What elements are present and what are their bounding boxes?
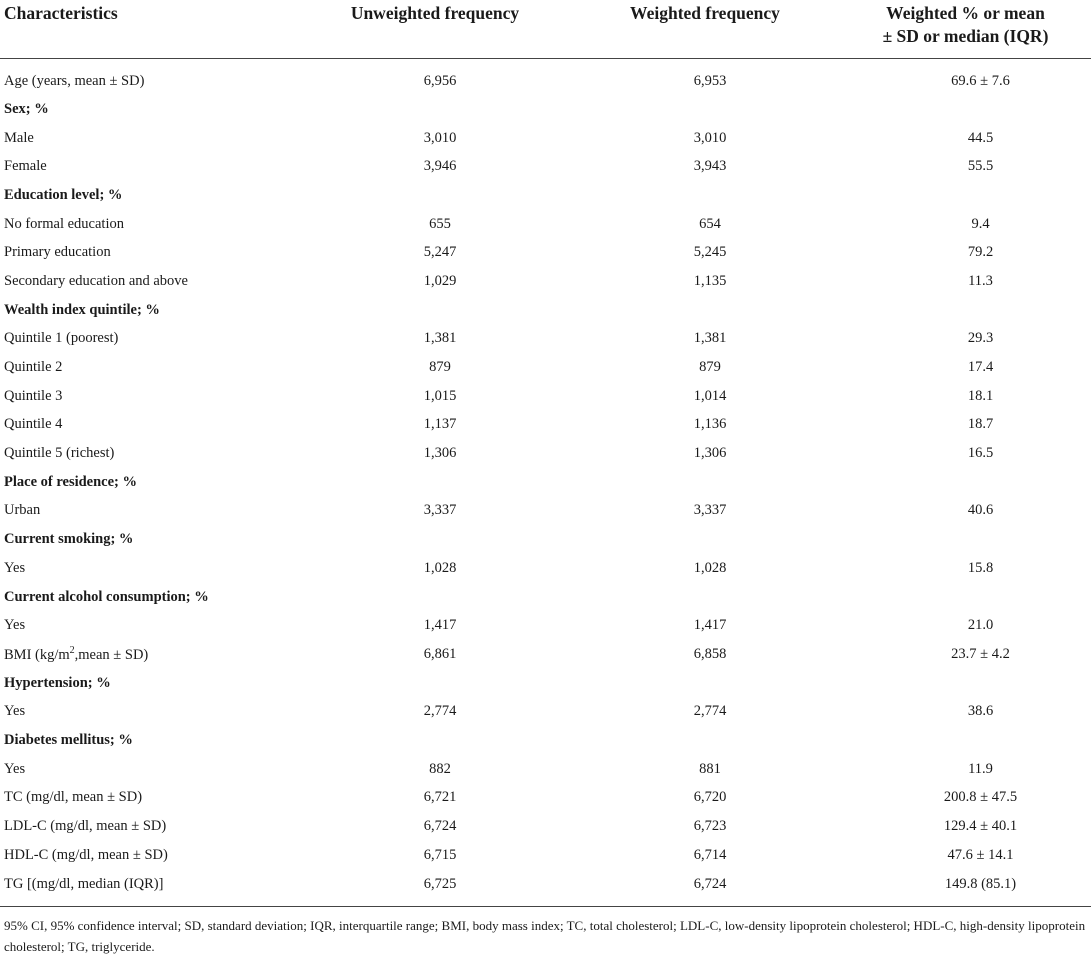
weighted-percent-cell: 69.6 ± 7.6 (951, 72, 1010, 89)
unweighted-frequency-cell: 1,137 (423, 416, 457, 433)
table-row (0, 554, 1091, 583)
row-label: Quintile 4 (4, 416, 63, 433)
empty-cell (560, 181, 830, 210)
row-label: Yes (4, 703, 26, 720)
table-row (0, 784, 1091, 813)
table-row (0, 267, 1091, 296)
weighted-percent-cell: 79.2 (967, 244, 994, 261)
row-label: TG [(mg/dl, median (IQR)] (0, 870, 290, 907)
unweighted-frequency-cell: 3,946 (423, 158, 457, 175)
empty-cell (290, 583, 560, 612)
row-label: BMI $(kg/m^2,mean \pm SD)$ (4, 644, 149, 663)
table-row (0, 697, 1091, 726)
table-row (0, 152, 1091, 181)
weighted-frequency-cell: 6,720 (693, 789, 727, 806)
empty-cell (560, 583, 830, 612)
weighted-frequency-cell: 2,774 (693, 703, 727, 720)
weighted-frequency-cell: 1,381 (693, 330, 727, 347)
table-row (0, 59, 1091, 96)
section-row (0, 669, 1091, 698)
weighted-frequency-cell: 3,010 (693, 129, 727, 146)
header-weighted-frequency: Weighted frequency (560, 0, 830, 59)
weighted-frequency-cell: 3,943 (693, 158, 727, 175)
header-unweighted-frequency: Unweighted frequency (290, 0, 560, 59)
empty-cell (830, 525, 1091, 554)
empty-cell (290, 669, 560, 698)
empty-cell (560, 95, 830, 124)
row-label: Quintile 1 (poorest) (4, 330, 119, 347)
header-characteristics: Characteristics (0, 0, 290, 59)
empty-cell (830, 669, 1091, 698)
header-row (0, 0, 1091, 59)
table-row (0, 325, 1091, 354)
weighted-percent-cell: 9.4 (971, 215, 990, 232)
row-label: LDL-C (mg/dl, mean ± SD) (4, 818, 167, 835)
weighted-percent-cell: 47.6 ± 14.1 (947, 846, 1014, 863)
weighted-frequency-cell: 879 (699, 359, 721, 376)
empty-cell (830, 296, 1091, 325)
unweighted-frequency-cell: 6,715 (423, 846, 457, 863)
weighted-frequency-cell: 1,028 (693, 559, 727, 576)
row-label: Quintile 2 (4, 359, 63, 376)
unweighted-frequency-cell: 3,010 (423, 129, 457, 146)
row-label: Quintile 3 (4, 387, 63, 404)
empty-cell (830, 95, 1091, 124)
weighted-frequency-cell: 6,723 (693, 818, 727, 835)
section-row (0, 296, 1091, 325)
empty-cell (560, 726, 830, 755)
table-row (0, 497, 1091, 526)
unweighted-frequency-cell: 1,306 (423, 445, 457, 462)
empty-cell (830, 726, 1091, 755)
section-row (0, 525, 1091, 554)
section-row (0, 181, 1091, 210)
weighted-percent-cell: 29.3 (967, 330, 994, 347)
row-label: Male (4, 129, 34, 146)
header-weighted-percent (830, 0, 1091, 59)
section-row (0, 95, 1091, 124)
row-label: Female (4, 158, 47, 175)
empty-cell (830, 468, 1091, 497)
table-row (0, 812, 1091, 841)
table-row (0, 611, 1091, 640)
table-row (0, 870, 1091, 907)
section-label: Diabetes mellitus; % (4, 731, 133, 748)
empty-cell (290, 726, 560, 755)
row-label: Urban (4, 502, 41, 519)
unweighted-frequency-cell: 3,337 (423, 502, 457, 519)
empty-cell (830, 181, 1091, 210)
unweighted-frequency-cell: 2,774 (423, 703, 457, 720)
row-label: Secondary education and above (4, 272, 188, 289)
weighted-percent-cell: 40.6 (967, 502, 994, 519)
row-label: Quintile 5 (richest) (4, 445, 115, 462)
empty-cell (290, 95, 560, 124)
weighted-frequency-cell: 1,136 (693, 416, 727, 433)
weighted-frequency-cell: 5,245 (693, 244, 727, 261)
weighted-frequency-cell: 1,306 (693, 445, 727, 462)
weighted-percent-cell: 11.9 (968, 760, 993, 777)
weighted-percent-cell: 11.3 (968, 272, 993, 289)
empty-cell (290, 296, 560, 325)
header-weighted-percent-line: ± SD or median (IQR) (882, 26, 1049, 46)
table-row (0, 382, 1091, 411)
empty-cell (560, 296, 830, 325)
unweighted-frequency-cell: 6,724 (423, 818, 457, 835)
empty-cell (560, 669, 830, 698)
row-label: HDL-C (mg/dl, mean ± SD) (4, 846, 168, 863)
row-label: Yes (4, 760, 26, 777)
section-label: Education level; % (4, 186, 123, 203)
weighted-frequency-cell: 654 (699, 215, 721, 232)
weighted-percent-cell: 18.7 (967, 416, 994, 433)
weighted-percent-cell: 200.8 ± 47.5 (943, 789, 1018, 806)
table-header (0, 0, 1091, 59)
section-row (0, 726, 1091, 755)
weighted-frequency-cell: 6,953 (693, 72, 727, 89)
unweighted-frequency-cell: 1,417 (423, 617, 457, 634)
weighted-percent-cell: 21.0 (967, 617, 994, 634)
empty-cell (290, 525, 560, 554)
table-row (0, 353, 1091, 382)
table-row (0, 640, 1091, 669)
table-row (0, 439, 1091, 468)
unweighted-frequency-cell: 879 (429, 359, 451, 376)
empty-cell (560, 468, 830, 497)
row-label: Primary education (4, 244, 111, 261)
row-label: No formal education (4, 215, 124, 232)
section-label: Hypertension; % (4, 674, 111, 691)
row-label: Yes (4, 559, 26, 576)
unweighted-frequency-cell: 1,015 (423, 387, 457, 404)
weighted-frequency-cell: 6,714 (693, 846, 727, 863)
weighted-percent-cell: 55.5 (967, 158, 994, 175)
weighted-frequency-cell: 6,724 (560, 870, 830, 907)
unweighted-frequency-cell: 6,861 (423, 645, 457, 662)
weighted-percent-cell: 16.5 (967, 445, 994, 462)
weighted-percent-cell: 38.6 (967, 703, 994, 720)
section-label: Current smoking; % (4, 531, 134, 548)
table-row (0, 411, 1091, 440)
weighted-percent-cell: 44.5 (967, 129, 994, 146)
table-row (0, 841, 1091, 870)
unweighted-frequency-cell: 6,721 (423, 789, 457, 806)
empty-cell (290, 468, 560, 497)
unweighted-frequency-cell: 5,247 (423, 244, 457, 261)
weighted-frequency-cell: 3,337 (693, 502, 727, 519)
section-label: Place of residence; % (4, 473, 138, 490)
table-footnote: 95% CI, 95% confidence interval; SD, standard deviation; IQR, interquartile range; BMI, body mass index; TC, total cholesterol; LDL-C, low-density lipoprotein cholesterol; HDL-C, high-density lipoprotein cholesterol; TG, triglyceride. (4, 917, 1086, 954)
weighted-percent-cell: 18.1 (967, 387, 994, 404)
weighted-frequency-cell: 1,014 (693, 387, 727, 404)
unweighted-frequency-cell: 1,381 (423, 330, 457, 347)
header-weighted-percent-line: Weighted % or mean (886, 3, 1045, 23)
weighted-percent-cell: 17.4 (967, 359, 994, 376)
row-label: Yes (4, 617, 26, 634)
section-label: Wealth index quintile; % (4, 301, 160, 318)
table-body (0, 59, 1091, 907)
superscript: 2 (69, 644, 75, 656)
weighted-percent-cell: 129.4 ± 40.1 (943, 818, 1018, 835)
weighted-frequency-cell: 6,858 (693, 645, 727, 662)
unweighted-frequency-cell: 655 (429, 215, 451, 232)
table-row (0, 755, 1091, 784)
empty-cell (560, 525, 830, 554)
section-row (0, 583, 1091, 612)
unweighted-frequency-cell: 882 (429, 760, 451, 777)
weighted-frequency-cell: 1,417 (693, 617, 727, 634)
weighted-percent-cell: 149.8 (85.1) (830, 870, 1091, 907)
weighted-percent-cell: 23.7 ± 4.2 (951, 645, 1010, 662)
weighted-percent-cell: 15.8 (967, 559, 994, 576)
row-label: TC (mg/dl, mean ± SD) (4, 789, 143, 806)
row-label: Age (years, mean ± SD) (4, 72, 145, 89)
section-row (0, 468, 1091, 497)
empty-cell (830, 583, 1091, 612)
section-label: Sex; % (4, 100, 49, 117)
unweighted-frequency-cell: 6,725 (290, 870, 560, 907)
weighted-frequency-cell: 881 (699, 760, 721, 777)
table-row (0, 210, 1091, 239)
empty-cell (290, 181, 560, 210)
table-row (0, 124, 1091, 153)
unweighted-frequency-cell: 6,956 (423, 72, 457, 89)
table-row (0, 238, 1091, 267)
unweighted-frequency-cell: 1,029 (423, 272, 457, 289)
unweighted-frequency-cell: 1,028 (423, 559, 457, 576)
section-label: Current alcohol consumption; % (4, 588, 209, 605)
weighted-frequency-cell: 1,135 (693, 272, 727, 289)
